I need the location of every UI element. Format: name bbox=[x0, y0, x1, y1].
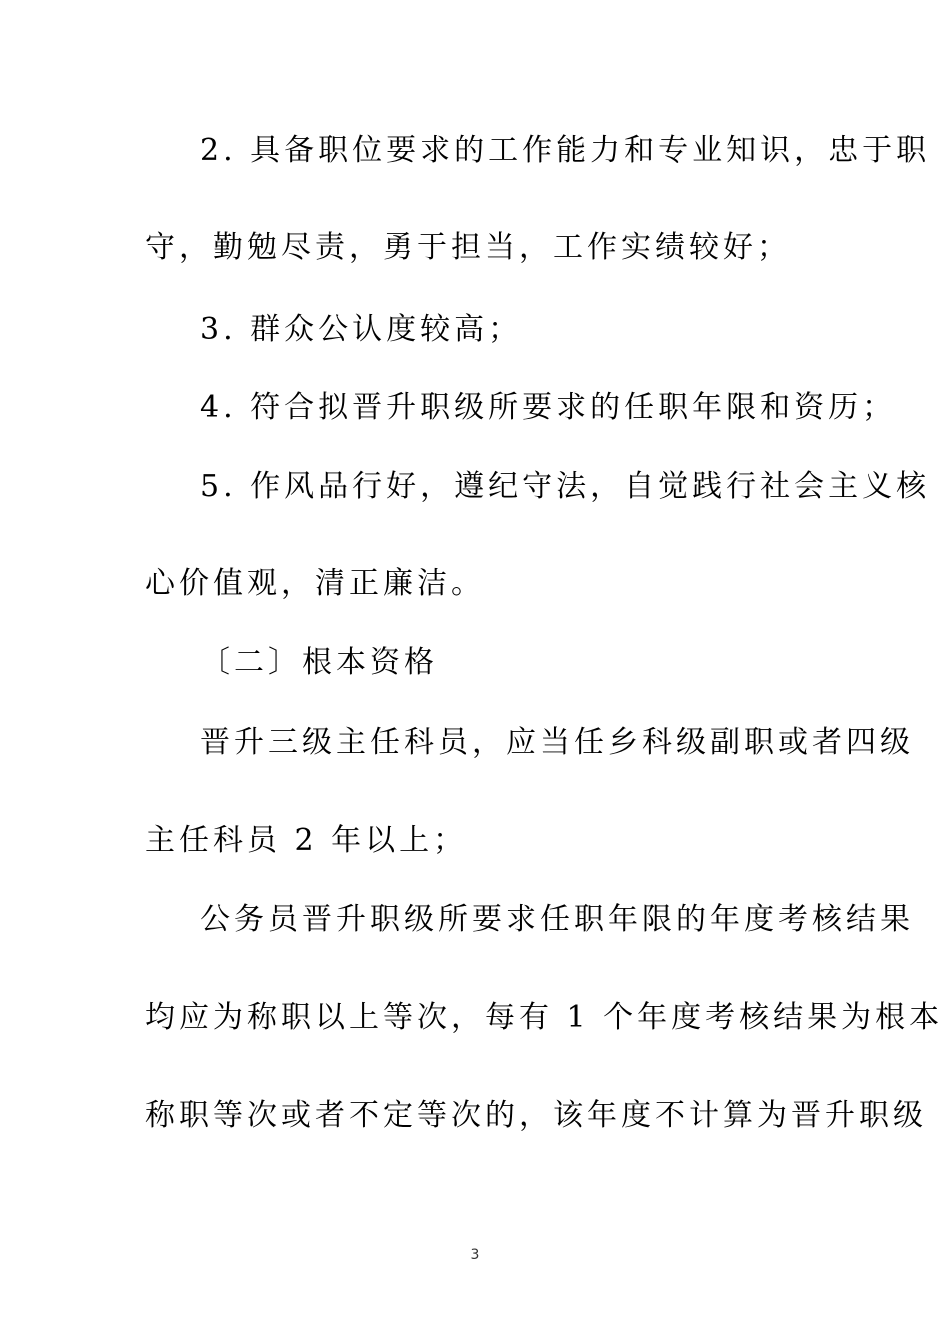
paragraph-line: 3. 群众公认度较高； bbox=[200, 312, 523, 347]
paragraph-line: 均应为称职以上等次，每有 1 个年度考核结果为根本 bbox=[145, 1000, 944, 1035]
page-number: 3 bbox=[470, 1247, 480, 1263]
paragraph-line: 公务员晋升职级所要求任职年限的年度考核结果 bbox=[200, 902, 914, 937]
paragraph-line: 守，勤勉尽责，勇于担当，工作实绩较好； bbox=[145, 230, 791, 265]
paragraph-line: 心价值观，清正廉洁。 bbox=[145, 566, 485, 601]
section-heading: 〔二〕根本资格 bbox=[200, 645, 438, 680]
paragraph-line: 2. 具备职位要求的工作能力和专业知识，忠于职 bbox=[200, 133, 931, 168]
paragraph-line: 5. 作风品行好，遵纪守法，自觉践行社会主义核 bbox=[200, 469, 931, 504]
paragraph-line: 晋升三级主任科员，应当任乡科级副职或者四级 bbox=[200, 725, 914, 760]
paragraph-line: 称职等次或者不定等次的，该年度不计算为晋升职级 bbox=[145, 1098, 927, 1133]
paragraph-line: 主任科员 2 年以上； bbox=[145, 823, 468, 858]
paragraph-line: 4. 符合拟晋升职级所要求的任职年限和资历； bbox=[200, 390, 897, 425]
